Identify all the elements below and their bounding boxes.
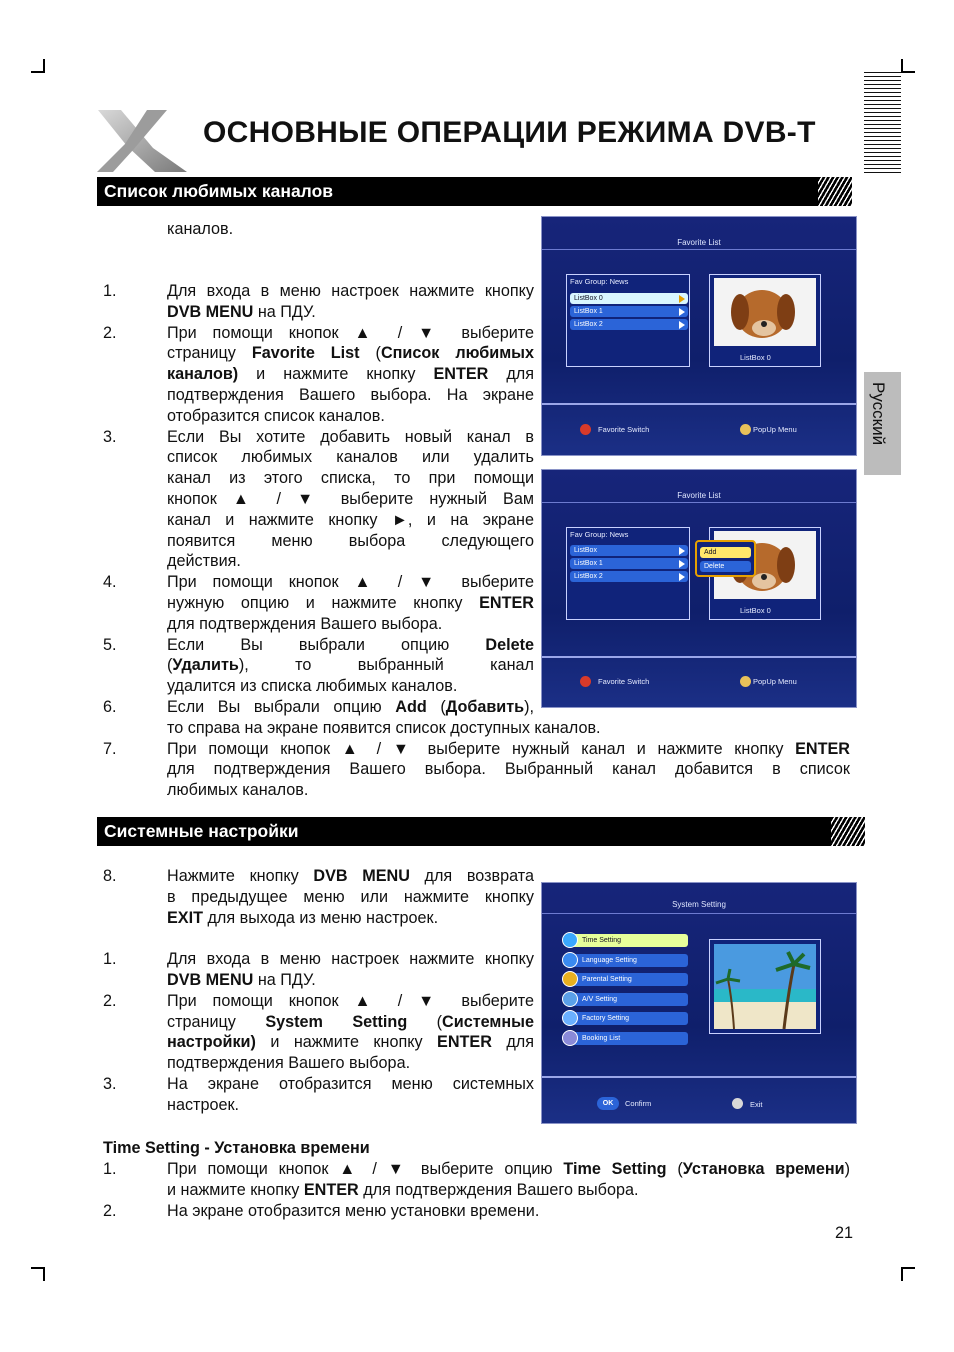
step-line: Если Вы хотите добавить новый канал в — [167, 427, 534, 446]
ok-button-icon — [597, 1097, 619, 1110]
menu-item-label: Factory Setting — [582, 1015, 630, 1023]
step-line: DVB MENU на ПДУ. — [167, 971, 316, 989]
section-header-favorites — [97, 177, 852, 206]
system-setting-screen — [541, 882, 857, 1124]
list-item-label: ListBox — [574, 547, 597, 554]
step-line: для подтверждения Вашего выбора. — [167, 614, 443, 633]
preview-caption: ListBox 0 — [740, 606, 771, 615]
step-line: На экране отобразится меню установки времени. — [167, 1201, 540, 1220]
step-line: страницу System Setting (Системные — [167, 1012, 534, 1031]
system-menu-item[interactable] — [570, 1012, 688, 1025]
list-panel — [566, 274, 690, 367]
menu-item-icon — [562, 1030, 578, 1046]
navigation-icon — [740, 676, 751, 687]
step-line: Если Вы выбрали опцию Delete — [167, 635, 534, 654]
red-button-icon — [580, 676, 591, 687]
step-number: 8. — [103, 867, 117, 885]
step-line: любимых каналов. — [167, 781, 309, 800]
language-tab-label: Русский — [869, 382, 888, 446]
step-line: При помощи кнопок ▲ / ▼ выберите опцию Time Setting (Установка времени) — [167, 1160, 851, 1178]
step-line: (Удалить), то выбранный канал — [167, 656, 534, 675]
subheader-time-setting: Time Setting - Установка времени — [103, 1139, 370, 1157]
page-number: 21 — [835, 1224, 854, 1242]
system-menu-item[interactable] — [570, 954, 688, 967]
preview-panel — [709, 274, 821, 367]
list-panel — [566, 527, 690, 620]
step-line: нужную опцию и нажмите кнопку ENTER — [167, 594, 534, 612]
section-header-label: Системные настройки — [104, 821, 299, 841]
crop-mark — [901, 59, 915, 73]
step-number: 3. — [103, 427, 117, 446]
step-line: Для входа в меню настроек нажмите кнопку — [167, 950, 534, 969]
section-header-system — [97, 817, 865, 846]
fav-group-label: Fav Group: News — [570, 277, 629, 286]
foot-right-label: PopUp Menu — [753, 425, 797, 434]
step-number: 2. — [103, 1201, 117, 1220]
list-item[interactable] — [570, 571, 688, 582]
step-number: 2. — [103, 991, 117, 1010]
step-number: 1. — [103, 1160, 117, 1178]
popup-delete-option[interactable]: Delete — [700, 561, 751, 572]
navigation-icon — [740, 424, 751, 435]
crop-mark — [31, 1267, 45, 1281]
step-number: 6. — [103, 698, 117, 716]
step-line: канал из этого списка, то при помощи — [167, 469, 534, 488]
exit-label: Exit — [750, 1100, 763, 1109]
step-number: 1. — [103, 950, 117, 969]
crop-mark — [901, 1267, 915, 1281]
brand-logo — [95, 108, 195, 174]
screen-title: System Setting — [672, 900, 726, 909]
step-line: действия. — [167, 552, 241, 571]
step-line: DVB MENU на ПДУ. — [167, 302, 316, 321]
fav-group-label: Fav Group: News — [570, 530, 629, 539]
menu-item-icon — [562, 971, 578, 987]
step-line: подтверждения Вашего выбора. — [167, 1054, 411, 1073]
step-line: канал и нажмите кнопку ►, и на экране — [167, 510, 534, 529]
intro-text: каналов. — [167, 220, 234, 238]
preview-panel — [709, 939, 821, 1034]
step-line: Для входа в меню настроек нажмите кнопку — [167, 282, 534, 300]
section-header-label: Список любимых каналов — [104, 181, 334, 201]
step-line: для подтверждения Вашего выбора. Выбранный канал добавится в список — [167, 760, 850, 779]
step-line: в предыдущее меню или нажмите кнопку — [167, 887, 534, 906]
red-button-icon — [580, 424, 591, 435]
decorative-stripes — [864, 72, 901, 176]
step-number: 5. — [103, 635, 117, 654]
step-line: удалится из списка любимых каналов. — [167, 677, 458, 696]
favorite-popup-screen — [541, 469, 857, 708]
list-item[interactable] — [570, 545, 688, 556]
menu-item-icon — [562, 991, 578, 1007]
menu-item-label: Booking List — [582, 1035, 621, 1042]
system-menu-item[interactable] — [570, 934, 688, 947]
system-menu-item[interactable] — [570, 1032, 688, 1045]
step-line: При помощи кнопок ▲ / ▼ выберите нужный канал и нажмите кнопку ENTER — [167, 739, 850, 758]
list-item-label: ListBox 2 — [574, 573, 603, 580]
system-menu-item[interactable] — [570, 993, 688, 1006]
step-line: При помощи кнопок ▲ / ▼ выберите — [167, 323, 534, 342]
step-line: список любимых каналов или удалить — [167, 448, 534, 467]
step-line: При помощи кнопок ▲ / ▼ выберите — [167, 991, 534, 1010]
crop-mark — [31, 59, 45, 73]
step-line: отобразится список каналов. — [167, 406, 385, 425]
language-tab — [864, 372, 901, 475]
step-number: 4. — [103, 573, 117, 592]
step-number: 3. — [103, 1075, 117, 1093]
list-item[interactable] — [570, 306, 688, 317]
favorite-list-screen — [541, 216, 857, 456]
menu-item-label: Time Setting — [582, 937, 622, 944]
step-line: подтверждения Вашего выбора. На экране — [167, 386, 534, 404]
list-item-label: ListBox 0 — [574, 295, 603, 302]
list-item-label: ListBox 1 — [574, 560, 603, 567]
menu-item-icon — [562, 1010, 578, 1026]
list-item[interactable] — [570, 293, 688, 304]
ok-label: OK — [602, 1100, 614, 1107]
step-line: На экране отобразится меню системных — [167, 1075, 534, 1093]
step-line: Нажмите кнопку DVB MENU для возврата — [167, 867, 534, 885]
step-line: появится меню выбора следующего — [167, 531, 534, 550]
hatch-decor — [818, 177, 852, 206]
step-line: и нажмите кнопку ENTER для подтверждения Вашего выбора. — [167, 1180, 639, 1199]
page-title: ОСНОВНЫЕ ОПЕРАЦИИ РЕЖИМА DVB-T — [203, 116, 816, 149]
menu-item-label: A/V Setting — [582, 995, 618, 1003]
step-line: то справа на экране появится список доступных каналов. — [167, 718, 601, 737]
exit-button-icon — [732, 1098, 743, 1109]
foot-left-label: Favorite Switch — [598, 677, 650, 686]
puppy-image — [714, 278, 816, 346]
popup-add-option[interactable]: Add — [700, 547, 751, 558]
step-line: Если Вы выбрали опцию Add (Добавить), — [167, 698, 535, 716]
menu-item-label: Parental Setting — [582, 976, 632, 984]
system-menu-item[interactable] — [570, 973, 688, 986]
list-item-label: ListBox 2 — [574, 321, 603, 328]
step-line: EXIT для выхода из меню настроек. — [167, 908, 439, 927]
hatch-decor — [831, 817, 865, 846]
foot-left-label: Favorite Switch — [598, 425, 650, 434]
step-number: 1. — [103, 282, 117, 300]
list-item[interactable] — [570, 558, 688, 569]
menu-item-label: Language Setting — [582, 956, 637, 964]
list-item-label: ListBox 1 — [574, 308, 603, 315]
screen-title: Favorite List — [677, 238, 721, 247]
foot-right-label: PopUp Menu — [753, 677, 797, 686]
beach-image — [714, 944, 816, 1029]
step-line: настроек. — [167, 1095, 240, 1114]
preview-caption: ListBox 0 — [740, 353, 771, 362]
step-number: 7. — [103, 739, 117, 758]
step-line: каналов) и нажмите кнопку ENTER для — [167, 365, 534, 384]
step-line: страницу Favorite List (Список любимых — [167, 344, 534, 363]
step-line: При помощи кнопок ▲ / ▼ выберите — [167, 573, 534, 592]
menu-item-icon — [562, 932, 578, 948]
screen-title: Favorite List — [677, 491, 721, 500]
step-number: 2. — [103, 323, 117, 342]
step-line: кнопок ▲ / ▼ выберите нужный Вам — [167, 490, 534, 508]
menu-item-icon — [562, 952, 578, 968]
confirm-label: Confirm — [625, 1099, 652, 1108]
step-line: настройки) и нажмите кнопку ENTER для — [167, 1033, 535, 1052]
popup-menu — [695, 540, 756, 577]
list-item[interactable] — [570, 319, 688, 330]
